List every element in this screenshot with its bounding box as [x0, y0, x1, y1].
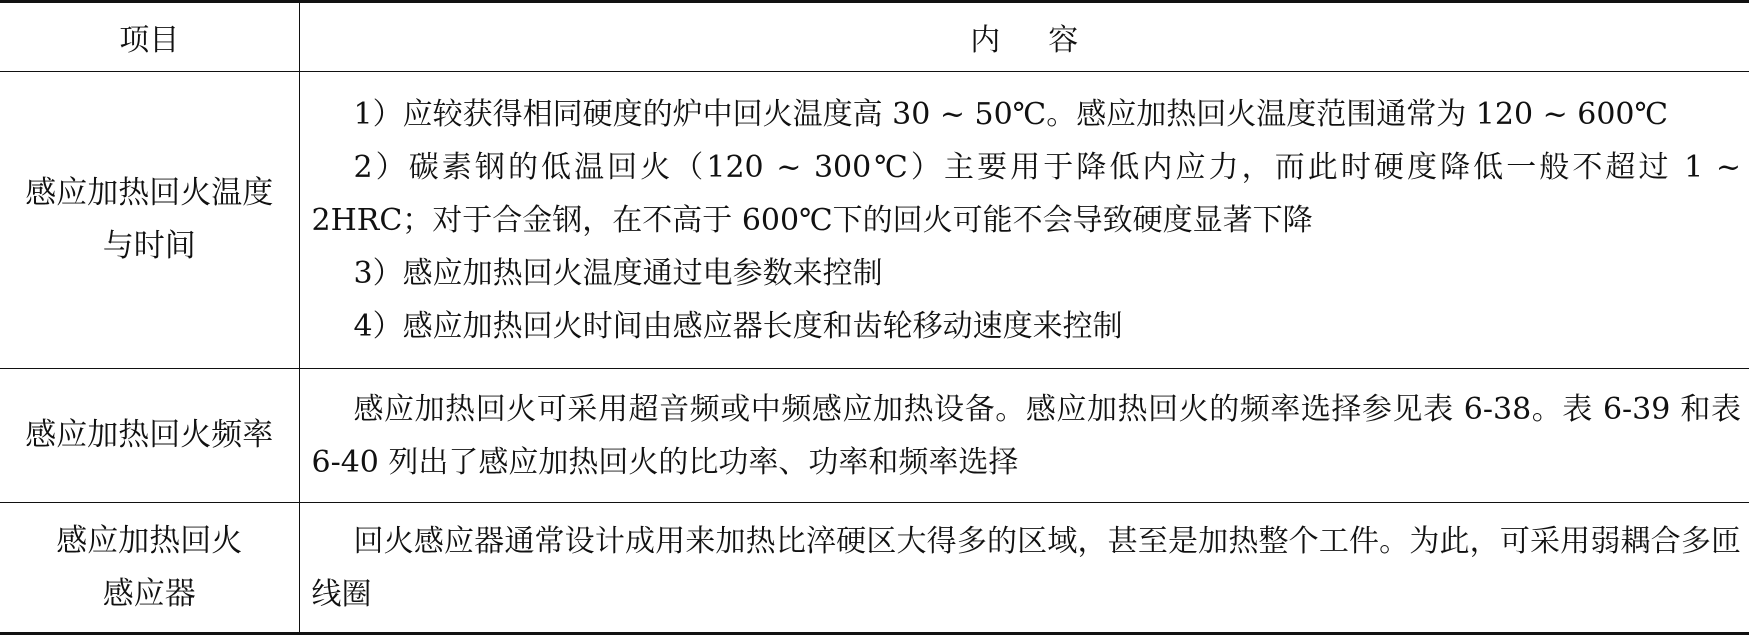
table-row [0, 503, 1749, 634]
item-label-line: 感应器 [102, 575, 196, 612]
content-paragraph: 1）应较获得相同硬度的炉中回火温度高 30 ~ 50℃。感应加热回火温度范围通常为 120 ~ 600℃ [353, 96, 1669, 132]
item-label-line: 感应加热回火温度 [25, 175, 274, 211]
row-item-cell [0, 72, 299, 369]
item-label-line: 与时间 [102, 228, 196, 264]
row-content-cell [299, 503, 1749, 634]
item-label-line: 感应加热回火频率 [25, 417, 274, 453]
column-header-item: 项目 [0, 2, 299, 72]
content-paragraph: 4）感应加热回火时间由感应器长度和齿轮移动速度来控制 [353, 308, 1123, 344]
content-paragraph: 回火感应器通常设计成用来加热比淬硬区大得多的区域，甚至是加热整个工件。为此，可采用弱耦合多匝线圈 [311, 523, 1741, 612]
table-header-row [0, 2, 1749, 72]
content-paragraph: 感应加热回火可采用超音频或中频感应加热设备。感应加热回火的频率选择参见表 6-38。表 6-39 和表 6-40 列出了感应加热回火的比功率、功率和频率选择 [311, 391, 1741, 480]
row-item-cell [0, 369, 299, 503]
table-row [0, 369, 1749, 503]
table-row [0, 72, 1749, 369]
content-paragraph: 3）感应加热回火温度通过电参数来控制 [353, 255, 883, 291]
item-label-line: 感应加热回火 [56, 522, 243, 559]
row-content-cell [299, 369, 1749, 503]
content-paragraph: 2）碳素钢的低温回火（120 ~ 300℃）主要用于降低内应力，而此时硬度降低一般不超过 1 ~ 2HRC；对于合金钢，在不高于 600℃下的回火可能不会导致硬度显著下降 [311, 149, 1741, 238]
row-item-cell [0, 503, 299, 634]
column-header-content: 内容 [299, 2, 1749, 72]
row-content-cell [299, 72, 1749, 369]
